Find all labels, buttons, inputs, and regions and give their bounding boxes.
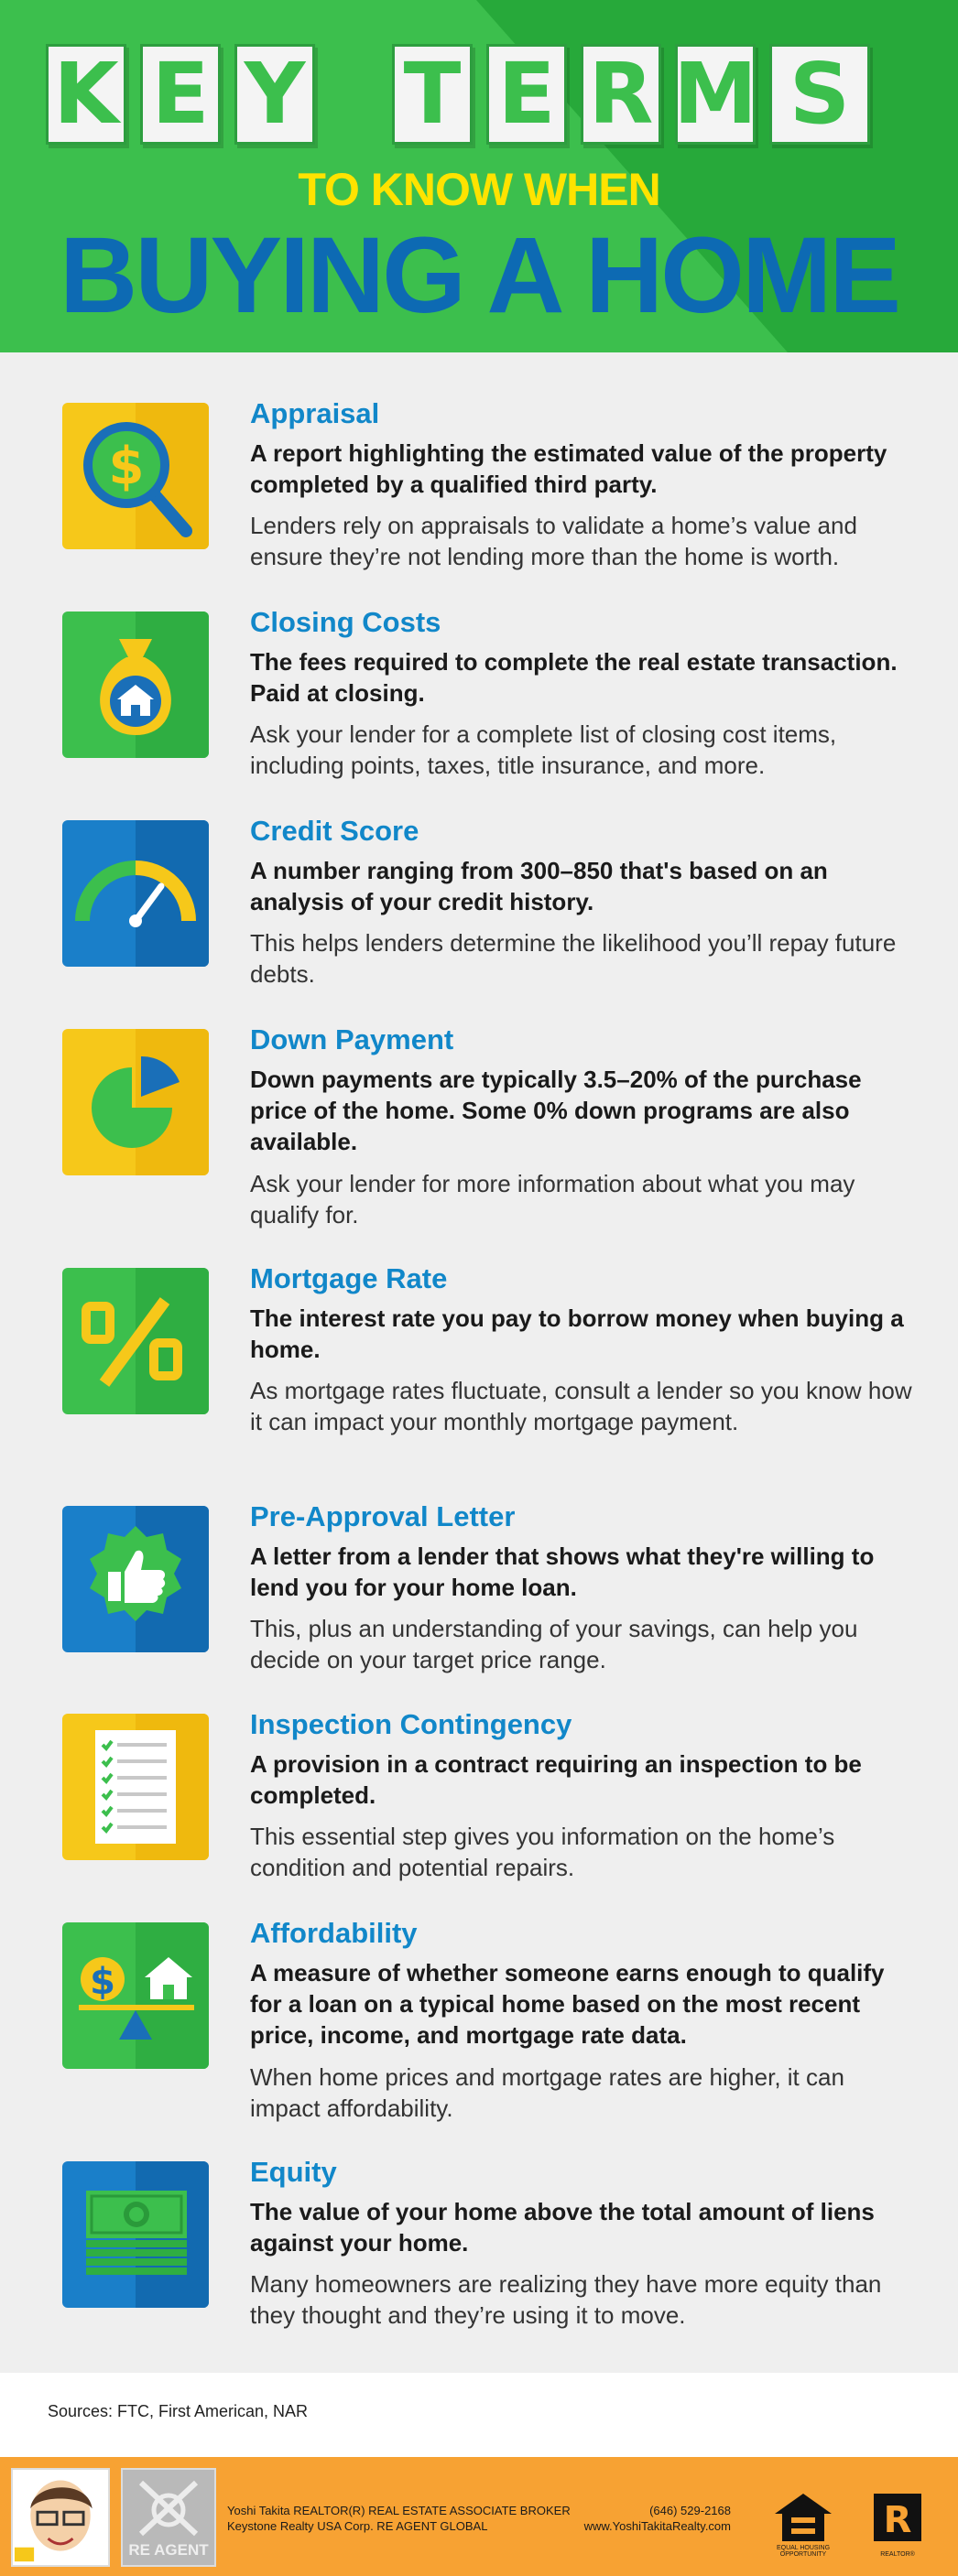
tile-letter: Y [244,45,306,143]
realtor-icon [870,2490,925,2558]
svg-text:$: $ [90,1961,115,2003]
term-definition: The value of your home above the total amount of liens against your home. [250,2198,875,2257]
balance-scale-icon [62,1922,209,2069]
svg-text:R: R [883,2499,912,2541]
letter-tile [234,44,315,145]
pie-chart-icon [62,1029,209,1175]
term-title: Appraisal [250,397,380,429]
gauge-icon [62,820,209,967]
term-definition: A number ranging from 300–850 that's based on an analysis of your credit history. [250,857,828,915]
term-definition: A letter from a lender that shows what they're willing to lend you for your home loan. [250,1542,875,1601]
agent-name-line: Yoshi Takita REALTOR(R) REAL ESTATE ASSOCIATE BROKER [227,2504,571,2517]
thumbs-up-badge-icon [62,1506,209,1652]
term-note: Many homeowners are realizing they have more equity than they thought and they’re using it to move. [250,2270,882,2329]
tile-letter: R [588,45,654,143]
key-terms-tiles [46,44,912,145]
agent-company-line: Keystone Realty USA Corp. RE AGENT GLOBAL [227,2519,488,2533]
term-note: This helps lenders determine the likelihood you’ll repay future debts. [250,929,897,988]
term-title: Equity [250,2156,337,2188]
footer-bar [0,2457,958,2576]
term-note: When home prices and mortgage rates are higher, it can impact affordability. [250,2063,844,2122]
term-title: Down Payment [250,1023,454,1055]
term-definition: A report highlighting the estimated value of the property completed by a qualified third party. [250,439,887,498]
tile-letter: E [151,45,210,143]
term-definition: The interest rate you pay to borrow money when buying a home. [250,1304,904,1363]
equal-housing-icon [773,2490,833,2558]
header-banner [0,0,958,352]
term-definition: A provision in a contract requiring an inspection to be completed. [250,1750,862,1809]
letter-tile [392,44,473,145]
contact-info [582,2503,731,2534]
term-title: Mortgage Rate [250,1262,448,1294]
sources-text: Sources: FTC, First American, NAR [48,2402,309,2420]
term-note: As mortgage rates fluctuate, consult a lender so you know how it can impact your monthly mortgage payment. [250,1377,912,1435]
magnifier-dollar-icon [62,403,209,549]
re-agent-logo [121,2468,216,2567]
sources-section [0,2373,958,2457]
checklist-icon [62,1714,209,1860]
equal-housing-label: EQUAL HOUSING OPPORTUNITY [776,2545,831,2558]
term-definition: The fees required to complete the real estate transaction. Paid at closing. [250,648,898,707]
svg-text:$: $ [108,437,145,496]
tile-letter: E [497,45,556,143]
term-title: Closing Costs [250,606,441,638]
agent-avatar [11,2468,110,2567]
agent-website-link[interactable]: www.YoshiTakitaRealty.com [583,2519,731,2533]
letter-tile [140,44,221,145]
term-note: This essential step gives you information on the home’s condition and potential repairs. [250,1823,835,1881]
letter-tile [486,44,567,145]
term-title: Affordability [250,1917,418,1949]
agent-phone[interactable]: (646) 529-2168 [649,2504,731,2517]
tile-letter: T [403,45,462,143]
tile-letter: K [53,45,119,143]
money-bag-house-icon [62,612,209,758]
cash-stack-icon [62,2161,209,2308]
term-note: Lenders rely on appraisals to validate a home’s value and ensure they’re not lending more than the home is worth. [250,512,857,570]
re-agent-label: RE AGENT [128,2541,209,2559]
tile-letter: S [789,45,851,143]
letter-tile [581,44,661,145]
term-title: Inspection Contingency [250,1708,572,1740]
term-note: Ask your lender for more information about what you may qualify for. [250,1170,855,1228]
tile-letter: M [673,45,757,143]
term-title: Credit Score [250,815,419,847]
header-subtitle: TO KNOW WHEN [298,164,660,215]
agent-info [227,2503,571,2534]
letter-tile [46,44,126,145]
term-note: Ask your lender for a complete list of closing cost items, including points, taxes, title insurance, and more. [250,720,837,779]
term-note: This, plus an understanding of your savings, can help you decide on your target price range. [250,1615,858,1673]
term-definition: A measure of whether someone earns enough to qualify for a loan on a typical home based on the most recent price, income, and mortgage rate data. [250,1959,885,2049]
realtor-label: REALTOR® [880,2551,915,2558]
letter-tile [769,44,870,145]
letter-tile [675,44,756,145]
percent-icon [62,1268,209,1414]
term-title: Pre-Approval Letter [250,1500,516,1532]
term-definition: Down payments are typically 3.5–20% of the purchase price of the home. Some 0% down programs are also available. [250,1066,862,1155]
page-title: BUYING A HOME [60,215,898,336]
